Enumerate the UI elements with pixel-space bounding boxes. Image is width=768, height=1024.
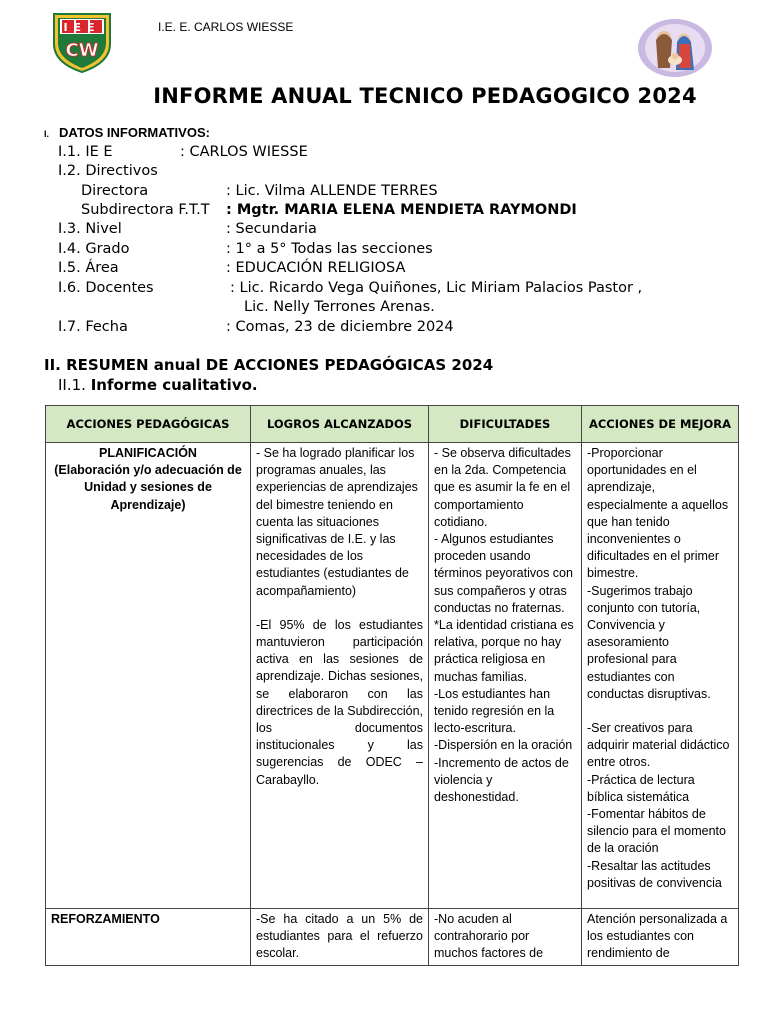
info-row-nivel	[58, 221, 317, 237]
logo-top-text: IEE	[63, 21, 101, 34]
info-label: I.3. Nivel	[58, 221, 122, 237]
info-value: : Lic. Vilma ALLENDE TERRES	[226, 183, 438, 199]
info-value: : Secundaria	[226, 221, 317, 237]
info-row-docentes-cont	[244, 299, 435, 315]
info-row-ie	[58, 144, 308, 160]
info-row-docentes	[58, 280, 643, 296]
mejora-item: -Proporcionar oportunidades en el aprendizaje, especialmente a aquellos que han tenido inconvenientes o dificultades en el primer bimestre.	[587, 446, 729, 581]
action-cell	[46, 443, 251, 909]
section2-heading: II. RESUMEN anual DE ACCIONES PEDAGÓGICAS 2024	[44, 356, 494, 374]
info-value: : EDUCACIÓN RELIGIOSA	[226, 260, 406, 276]
section2-subheading	[58, 376, 258, 394]
info-label: I.1. IE E	[58, 144, 113, 160]
info-row-grado	[58, 241, 433, 257]
info-label: I.4. Grado	[58, 241, 130, 257]
dificultad-item: *La identidad cristiana es relativa, porque no hay práctica religiosa en muchas familias.	[434, 618, 574, 684]
action-title: PLANIFICACIÓN	[99, 446, 197, 460]
info-value: : Comas, 23 de diciembre 2024	[226, 319, 454, 335]
column-header: DIFICULTADES	[429, 406, 582, 443]
info-label: I.5. Área	[58, 260, 119, 276]
info-row-directivos	[58, 163, 158, 179]
column-header: LOGROS ALCANZADOS	[251, 406, 429, 443]
section1-heading	[44, 125, 210, 140]
dificultades-cell	[429, 443, 582, 909]
info-row-subdirectora	[81, 202, 577, 218]
mejora-item: -Resaltar las actitudes positivas de convivencia	[587, 858, 722, 890]
mejora-item: -Sugerimos trabajo conjunto con tutoría, Convivencia y asesoramiento profesional para estudiantes con conductas disruptivas.	[587, 583, 711, 701]
dificultad-item: -Dispersión en la oración	[434, 738, 573, 753]
column-header: ACCIONES PEDAGÓGICAS	[46, 406, 251, 443]
info-label: Subdirectora F.T.T	[81, 202, 210, 218]
dificultad-item: -Incremento de actos de violencia y deshonestidad.	[434, 755, 569, 805]
info-label: I.6. Docentes	[58, 280, 154, 296]
table-row	[46, 443, 739, 909]
holy-family-image	[636, 18, 714, 78]
table-header-row	[46, 406, 739, 443]
section1-title: DATOS INFORMATIVOS:	[59, 125, 210, 140]
mejora-cell	[582, 909, 739, 966]
info-value: : CARLOS WIESSE	[180, 144, 308, 160]
logros-cell	[251, 909, 429, 966]
info-row-area	[58, 260, 406, 276]
info-value: Lic. Nelly Terrones Arenas.	[244, 299, 435, 315]
info-label: I.2. Directivos	[58, 163, 158, 179]
logros-text: -El 95% de los estudiantes mantuvieron participación activa en las sesiones de aprendizaje. Dichas sesiones, se elaboraron con las directrices de la Subdirección, los documentos institucionales y las sugerencias de ODEC – Carabayllo.	[256, 617, 423, 787]
pedagogical-actions-table	[45, 405, 739, 966]
mejora-item: -Práctica de lectura bíblica sistemática	[587, 772, 695, 804]
info-value: : Mgtr. MARIA ELENA MENDIETA RAYMONDI	[226, 202, 577, 218]
school-logo	[48, 10, 116, 74]
info-row-fecha	[58, 319, 454, 335]
logo-bottom-text: CW	[65, 40, 99, 61]
dificultad-item: -Los estudiantes han tenido regresión en la lecto-escritura.	[434, 686, 555, 736]
info-value: : 1° a 5° Todas las secciones	[226, 241, 433, 257]
dificultades-cell	[429, 909, 582, 966]
action-cell	[46, 909, 251, 966]
logros-text: -Se ha citado a un 5% de estudiantes para el refuerzo escolar.	[256, 912, 423, 961]
dificultad-item: - Se observa dificultades en la 2da. Competencia que es asumir la fe en el comportamiento cotidiano.	[434, 446, 571, 529]
info-label: Directora	[81, 183, 149, 199]
action-detail: (Elaboración y/o adecuación de Unidad y sesiones de Aprendizaje)	[54, 463, 242, 512]
school-name: I.E. E. CARLOS WIESSE	[158, 20, 294, 34]
logros-cell	[251, 443, 429, 909]
info-row-directora	[81, 183, 438, 199]
info-label: I.7. Fecha	[58, 319, 128, 335]
info-value: : Lic. Ricardo Vega Quiñones, Lic Miriam Palacios Pastor ,	[230, 280, 643, 296]
mejora-item: Atención personalizada a los estudiantes con rendimiento de	[587, 912, 728, 961]
logros-text: - Se ha logrado planificar los programas anuales, las experiencias de aprendizajes del bimestre teniendo en cuenta las situaciones significativas de I.E. y las necesidades de los estudiantes (estudiantes de acompañamiento)	[256, 446, 418, 598]
section1-number: I.	[44, 129, 50, 139]
mejora-item: -Ser creativos para adquirir material didáctico entre otros.	[587, 721, 730, 770]
sub-title: Informe cualitativo.	[90, 376, 258, 394]
sub-number: II.1.	[58, 376, 86, 394]
column-header: ACCIONES DE MEJORA	[582, 406, 739, 443]
dificultad-item: -No acuden al contrahorario por muchos factores de	[434, 912, 544, 961]
mejora-cell	[582, 443, 739, 909]
action-title: REFORZAMIENTO	[51, 912, 160, 926]
mejora-item: -Fomentar hábitos de silencio para el momento de la oración	[587, 807, 726, 856]
page-title: INFORME ANUAL TECNICO PEDAGOGICO 2024	[153, 84, 697, 108]
dificultad-item: - Algunos estudiantes proceden usando términos peyorativos con sus compañeros y otras conductas no fraternas.	[434, 532, 573, 615]
table-row	[46, 909, 739, 966]
